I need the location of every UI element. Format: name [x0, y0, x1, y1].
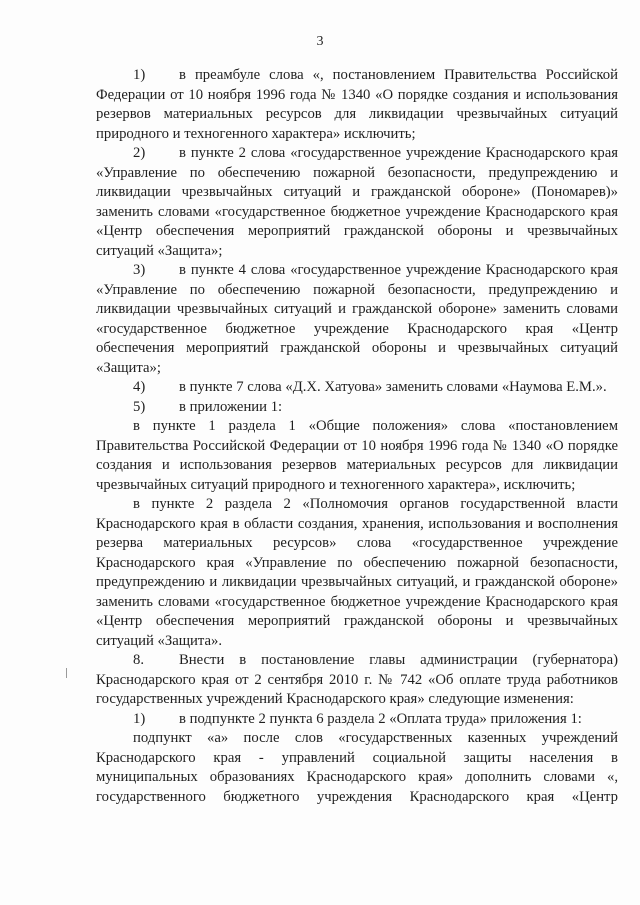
item-number: 5): [133, 398, 146, 415]
paragraph-text: в пункте 2 раздела 2 «Полномочия органов государственной власти Краснодарского края в области создания, хранения, использования и восполнения резерва материальных ресурсов» слова «государственное учреждение Краснодарского края «Управление по обеспечению пожарной безопасности, предупреждению и ликвидации чрезвычайных ситуаций, и гражданской обороне» заменить словами «государственное бюджетное учреждение Краснодарского края «Центр обеспечения мероприятий гражданской обороны и чрезвычайных ситуаций «Защита».: [96, 496, 618, 649]
scan-artifact-mark: [66, 668, 67, 678]
paragraph-9: [96, 710, 618, 730]
paragraph-text: в подпункте 2 пункта 6 раздела 2 «Оплата труда» приложения 1:: [179, 710, 582, 727]
paragraph-text: в пункте 4 слова «государственное учреждение Краснодарского края «Управление по обеспечению пожарной безопасности, предупреждению и ликвидации чрезвычайных ситуаций и гражданской обороне» заменить словами «государственное бюджетное учреждение Краснодарского края «Центр обеспечения мероприятий гражданской обороны и чрезвычайных ситуаций «Защита»;: [96, 262, 618, 376]
paragraph-4: [96, 378, 618, 398]
paragraph-1: [96, 66, 618, 144]
paragraph-text: в пункте 1 раздела 1 «Общие положения» слова «постановлением Правительства Российской Федерации от 10 ноября 1996 года № 1340 «О порядке создания и использования резервов материальных ресурсов для ликвидации чрезвычайных ситуаций природного и техногенного характера», исключить;: [96, 418, 618, 493]
paragraph-5: [96, 398, 618, 418]
item-number: 8.: [133, 652, 145, 668]
paragraph-text: подпункт «а» после слов «государственных казенных учреждений Краснодарского края - управлений социальной защиты населения в муниципальных образованиях Краснодарского края» дополнить словами «, государственного бюджетного учреждения Краснодарского края «Центр: [96, 730, 618, 805]
item-number: 1): [133, 710, 146, 727]
item-number: 4): [133, 379, 146, 395]
paragraph-text: в преамбуле слова «, постановлением Правительства Российской Федерации от 10 ноября 1996 года № 1340 «О порядке создания и использования резервов материальных ресурсов для ликвидации чрезвычайных ситуаций природного и техногенного характера» исключить;: [96, 67, 618, 142]
paragraph-text: Внести в постановление главы администрации (губернатора) Краснодарского края от 2 сентября 2010 г. № 742 «Об оплате труда работников государственных учреждений Краснодарского края» следующие изменения:: [96, 652, 618, 707]
paragraph-10: [96, 729, 618, 807]
paragraph-text: в пункте 7 слова «Д.Х. Хатуова» заменить словами «Наумова Е.М.».: [179, 379, 607, 395]
paragraph-2: [96, 144, 618, 261]
item-number: 2): [133, 145, 146, 161]
paragraph-7: [96, 495, 618, 651]
page-number: 3: [316, 34, 324, 49]
paragraph-text: в приложении 1:: [179, 398, 283, 415]
paragraph-8: [96, 651, 618, 710]
paragraph-6: [96, 417, 618, 495]
document-body: [96, 66, 618, 807]
item-number: 3): [133, 262, 146, 278]
item-number: 1): [133, 67, 146, 83]
paragraph-3: [96, 261, 618, 378]
paragraph-text: в пункте 2 слова «государственное учреждение Краснодарского края «Управление по обеспечению пожарной безопасности, предупреждению и ликвидации чрезвычайных ситуаций и гражданской обороне» (Пономарев)» заменить словами «государственное бюджетное учреждение Краснодарского края «Центр обеспечения мероприятий гражданской обороны и чрезвычайных ситуаций «Защита»;: [96, 145, 618, 259]
